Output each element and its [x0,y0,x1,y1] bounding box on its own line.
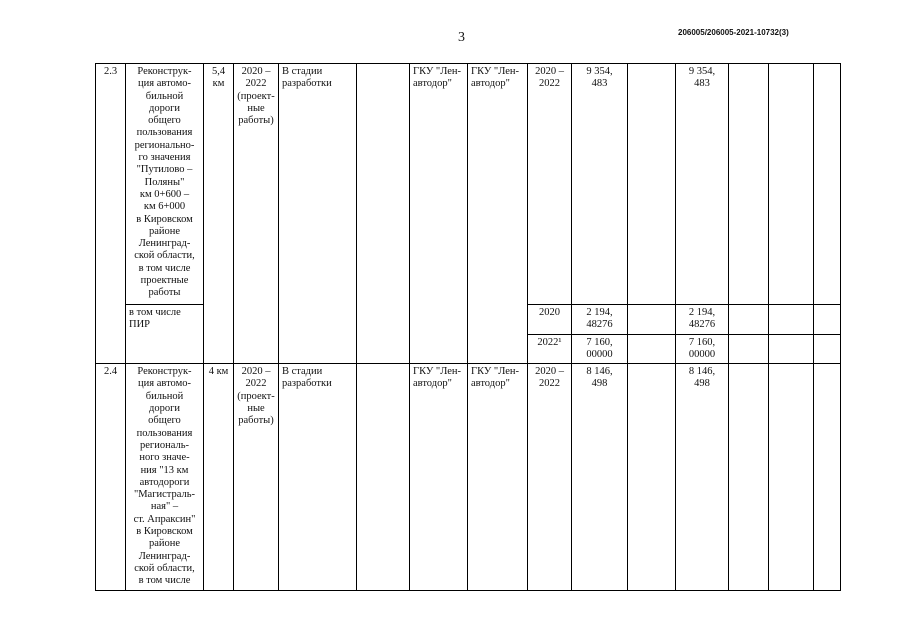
page-number: 3 [458,30,465,45]
empty-cell [769,334,814,364]
empty-cell [357,64,410,364]
empty-cell [357,364,410,590]
empty-cell [769,364,814,590]
empty-cell [814,305,841,335]
empty-cell [628,364,676,590]
works-period: 2020 – 2022 (проект- ные работы) [234,364,279,590]
sub-year: 2020 [528,305,572,335]
empty-cell [729,364,769,590]
works-period: 2020 – 2022 (проект- ные работы) [234,64,279,364]
developer: ГКУ "Лен- автодор" [468,64,528,364]
regional-amount: 9 354, 483 [676,64,729,305]
empty-cell [769,64,814,305]
empty-cell [729,334,769,364]
sub-regional-amount: 7 160, 00000 [676,334,729,364]
table-row [96,64,841,305]
developer: ГКУ "Лен- автодор" [468,364,528,590]
object-length: 5,4 км [204,64,234,364]
investment-table [95,63,841,591]
sub-year: 2022¹ [528,334,572,364]
empty-cell [729,64,769,305]
object-length: 4 км [204,364,234,590]
table-row [96,364,841,590]
empty-cell [814,334,841,364]
financing-years: 2020 – 2022 [528,64,572,305]
empty-cell [814,364,841,590]
empty-cell [628,305,676,335]
empty-cell [814,64,841,305]
empty-cell [628,334,676,364]
document-code: 206005/206005-2021-10732(3) [678,28,789,37]
project-status: В стадии разработки [279,364,357,590]
total-amount: 9 354, 483 [572,64,628,305]
total-amount: 8 146, 498 [572,364,628,590]
sub-regional-amount: 2 194, 48276 [676,305,729,335]
empty-cell [769,305,814,335]
object-name: Реконструк- ция автомо- бильной дороги общего пользования регионально- го значения "Путилово – Поляны" км 0+600 – км 6+000 в Кировском районе Ленинград- ской области, в том числе проектные работы [126,64,204,305]
customer: ГКУ "Лен- автодор" [410,64,468,364]
customer: ГКУ "Лен- автодор" [410,364,468,590]
empty-cell [628,64,676,305]
empty-cell [729,305,769,335]
sub-label: в том числе ПИР [126,305,204,364]
sub-total-amount: 2 194, 48276 [572,305,628,335]
row-index: 2.4 [96,364,126,590]
sub-total-amount: 7 160, 00000 [572,334,628,364]
financing-years: 2020 – 2022 [528,364,572,590]
object-name: Реконструк- ция автомо- бильной дороги общего пользования региональ- ного значе- ния "13 км автодороги "Магистраль- ная" – ст. Апраксин" в Кировском районе Ленинград- ской области, в том числе [126,364,204,590]
project-status: В стадии разработки [279,64,357,364]
regional-amount: 8 146, 498 [676,364,729,590]
row-index: 2.3 [96,64,126,364]
